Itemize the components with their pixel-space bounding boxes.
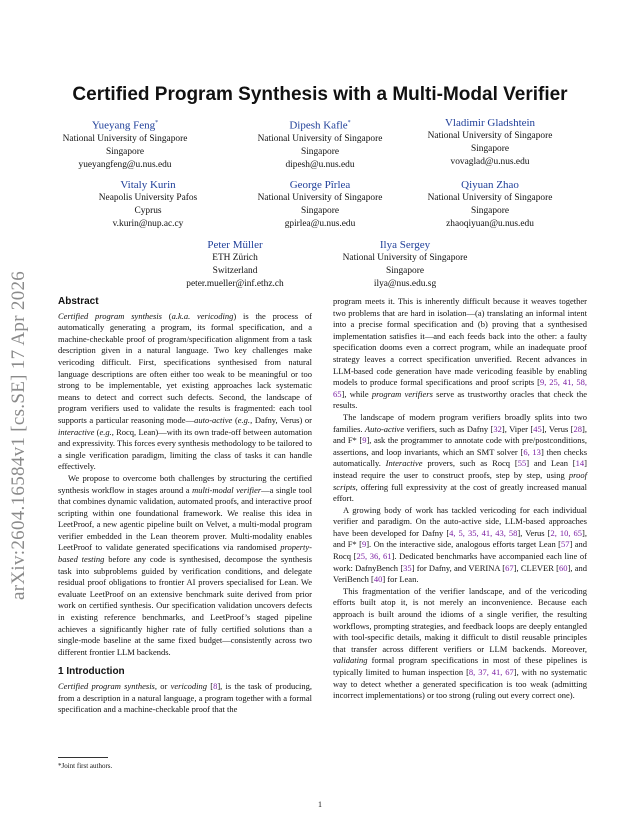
- author-name[interactable]: Yueyang Feng: [91, 119, 156, 132]
- right-column-body: program meets it. This is inherently difficult because it weaves together two problems that are hard in isolation—(a) translating an informal intent into a precise formal specification and (b) proving that a synthesised implementation satisfies it—and each feeds back into the other: a faulty specification dooms even a correct program, while an inadequate proof strategy leaves a correct specification unverified. Recent advances in LLM-based code generation have made vericoding feasible by enabling models to produce formal specifications and proof scripts [9, 25, 41, 58, 65], while program verifiers serve as trustworthy oracles that check the results. The landscape of modern program verifiers broadly splits into two families. Auto-active verifiers, such as Dafny [32], Viper [45], Verus [28], and F* [9], ask the programmer to annotate code with pre/postconditions, assertions, and loop invariants, which an SMT solver [6, 13] then checks automatically. Interactive provers, such as Rocq [55] and Lean [14] instead require the user to construct proofs, step by step, using proof scripts, offering full expressivity at the cost of greatly increased manual effort. A growing body of work has tackled vericoding for each individual verifier and paradigm. On the auto-active side, LLM-based approaches have been developed for Dafny [4, 5, 35, 41, 43, 58], Verus [2, 10, 65], and F* [9]. On the interactive side, analogous efforts target Lean [57] and Rocq [25, 36, 61]. Dedicated benchmarks have accompanied each line of work: DafnyBench [35] for Dafny, and VERINA [67], CLEVER [60], and VeriBench [40] for Lean. This fragmentation of the verifier landscape, and of the vericoding efforts built atop it, is not merely an inconvenience. Because each approach is built around the idioms of a single verifier, the resulting workflows, prompting strategies, and feedback loops are deeply entangled with tool-specific details, making it difficult to distil reusable principles that transfer across different verifiers or LLM backends. Moreover, validating formal program specifications in most of these pipelines is typically limited to human inspection [8, 37, 41, 67], with no systematic way to detect whether a generated specification is too weak (admitting incorrect implementations) or too strong (ruling out every correct one).: [333, 296, 588, 701]
- author-affiliation: National University of Singapore: [257, 193, 383, 203]
- author-block: [150, 238, 320, 291]
- author-affiliation: National University of Singapore: [342, 253, 468, 263]
- author-email[interactable]: ilya@nus.edu.sg: [373, 279, 437, 289]
- author-affiliation: Neapolis University Pafos: [98, 193, 198, 203]
- author-location: Singapore: [470, 206, 509, 216]
- author-affiliation: National University of Singapore: [427, 131, 553, 141]
- author-affiliation: ETH Zürich: [212, 253, 258, 263]
- abstract-heading: Abstract: [58, 296, 99, 307]
- author-block: [235, 116, 405, 172]
- paper-title: Certified Program Synthesis with a Multi-Modal Verifier: [72, 84, 568, 105]
- author-email[interactable]: gpirlea@u.nus.edu: [284, 219, 356, 229]
- author-block: [235, 178, 405, 231]
- author-email[interactable]: peter.mueller@inf.ethz.ch: [186, 279, 284, 289]
- introduction-heading: 1 Introduction: [58, 666, 125, 678]
- author-name[interactable]: Peter Müller: [207, 239, 263, 251]
- author-email[interactable]: vovaglad@u.nus.edu: [450, 157, 530, 167]
- author-location: Singapore: [105, 146, 144, 157]
- footnote: *Joint first authors.: [58, 762, 113, 770]
- author-location: Singapore: [385, 266, 424, 276]
- author-block: [405, 116, 575, 169]
- author-location: Switzerland: [212, 266, 258, 276]
- equal-contribution-mark: *: [347, 120, 351, 126]
- author-block: [63, 178, 233, 231]
- introduction-body: Certified program synthesis, or vericoding [8], is the task of producing, from a description in a natural language, a program together with a formal specification and a machine-checkable proof that the: [58, 681, 312, 715]
- abstract-body: Certified program synthesis (a.k.a. vericoding) is the process of automatically generating a program, its formal specification, and a machine-checkable proof of program/specification alignment from a task description given in a natural language. Two key challenges make vericoding difficult. First, specifications synthesised from natural language descriptions are often either too weak to be meaningful or too strong to be implementable, yet existing approaches lack systematic means to detect and correct such defects. Second, the landscape of program verifiers used to validate the results is fragmented: each tool supports a particular reasoning mode—auto-active (e.g., Dafny, Verus) or interactive (e.g., Rocq, Lean)—with its own trade-off between automation and expressivity. This forces every synthesis methodology to be tailored to a single verification paradigm, limiting the class of tasks it can handle effectively. We propose to overcome both challenges by structuring the certified synthesis workflow in stages around a multi-modal verifier—a single tool that combines dynamic validation, automated proofs, and interactive proof scripting within one foundational framework. We realise this idea in LeetProof, a new agentic pipeline built on Velvet, a multi-modal program verifier embedded in the Lean theorem prover. Multi-modality enables LeetProof to validate generated specifications via randomised property-based testing before any code is synthesised, decompose the synthesis task into subproblems guided by verification conditions, and delegate residual proof obligations to frontier AI provers specialised for Lean. We evaluate LeetProof on an extensive benchmark suite derived from prior work on certified synthesis. Our specification validation uncovers defects in existing reference benchmarks, and LeetProof’s staged pipeline achieves a significantly higher rate of fully certified solutions than a single-mode baseline at the same fixed budget—consistently across two different frontier LLM backends.: [58, 310, 313, 657]
- right-column: [333, 296, 587, 702]
- page-number: 1: [318, 800, 322, 809]
- author-name[interactable]: George Pîrlea: [289, 179, 351, 191]
- author-name[interactable]: Ilya Sergey: [379, 239, 431, 251]
- author-block: [405, 178, 575, 231]
- author-block: [40, 116, 210, 172]
- author-name[interactable]: Vitaly Kurin: [120, 179, 176, 191]
- author-name[interactable]: Vladimir Gladshtein: [444, 117, 536, 129]
- author-location: Singapore: [300, 206, 339, 216]
- author-location: Cyprus: [134, 206, 162, 216]
- author-location: Singapore: [300, 146, 339, 157]
- arxiv-stamp: arXiv:2604.16584v1 [cs.SE] 17 Apr 2026: [8, 270, 29, 600]
- equal-contribution-mark: *: [155, 120, 159, 126]
- author-name[interactable]: Dipesh Kafle: [289, 119, 348, 132]
- left-column: [58, 296, 312, 716]
- author-email[interactable]: yueyangfeng@u.nus.edu: [78, 159, 172, 170]
- author-email[interactable]: dipesh@u.nus.edu: [285, 159, 355, 170]
- author-email[interactable]: v.kurin@nup.ac.cy: [112, 219, 184, 229]
- author-affiliation: National University of Singapore: [257, 133, 383, 144]
- author-location: Singapore: [470, 144, 509, 154]
- author-affiliation: National University of Singapore: [427, 193, 553, 203]
- author-name[interactable]: Qiyuan Zhao: [461, 179, 519, 191]
- author-affiliation: National University of Singapore: [62, 133, 188, 144]
- footnote-rule: [58, 757, 108, 758]
- author-email[interactable]: zhaoqiyuan@u.nus.edu: [446, 219, 534, 229]
- author-block: [320, 238, 490, 291]
